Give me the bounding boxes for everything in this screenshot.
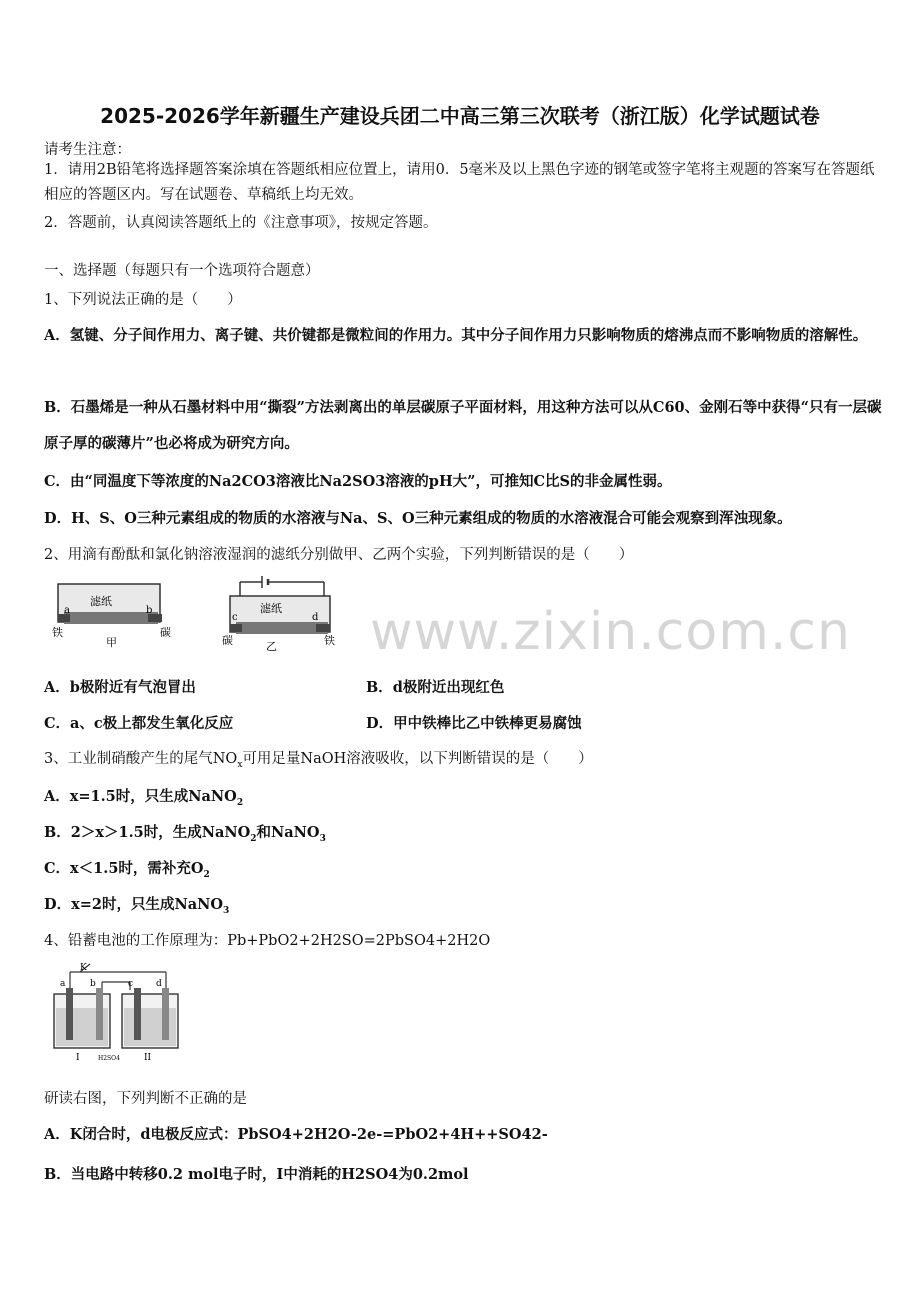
q4-lead: 研读右图，下列判断不正确的是 [44, 1091, 247, 1107]
q3-stem: 3、工业制硝酸产生的尾气$NO_x$可用足量NaOH溶液吸收，以下判断错误的是（ ） [44, 751, 593, 770]
cell-1-label: I [76, 1053, 80, 1063]
q4-option-b: B．当电路中转移0.2 mol电子时，Ⅰ中消耗的H2SO4为0.2mol [44, 1166, 469, 1183]
jia-left-label: 铁 [52, 626, 63, 639]
q1-option-a: A．氢键、分子间作用力、离子键、共价键都是微粒间的作用力。其中分子间作用力只影响物质的熔沸点而不影响物质的溶解性。 [44, 327, 868, 344]
notice-heading: 请考生注意： [44, 142, 131, 158]
watermark: www.zixin.com.cn [370, 602, 851, 662]
yi-paper-label: 滤纸 [260, 602, 282, 615]
q1-stem: 1、下列说法正确的是（ ） [44, 292, 242, 308]
q3-option-d: D．x=2时，只生成NaNO$_3$ [44, 896, 230, 916]
electrode-a-label: a [60, 979, 66, 989]
jia-right-label: 碳 [160, 626, 171, 639]
figure-yi [220, 572, 340, 652]
section-heading: 一、选择题（每题只有一个选项符合题意） [44, 263, 320, 279]
q1-option-b: B．石墨烯是一种从石墨材料中用“撕裂”方法剥离出的单层碳原子平面材料，用这种方法可以从C60、金刚石等中获得“只有一层碳原子厚的碳薄片”也必将成为研究方向。 [44, 399, 882, 452]
yi-electrode-d: d [312, 612, 319, 623]
yi-right-label: 铁 [324, 634, 335, 647]
q4-stem: 4、铅蓄电池的工作原理为：Pb+PbO2+2H2SO=2PbSO4+2H2O [44, 933, 491, 949]
q2-option-a: A．b极附近有气泡冒出 [44, 679, 196, 696]
jia-paper-label: 滤纸 [90, 595, 112, 608]
jia-caption: 甲 [106, 636, 117, 649]
electrode-c-label: c [128, 979, 134, 989]
yi-caption: 乙 [266, 640, 277, 652]
solution-label: H2SO4 [98, 1055, 120, 1062]
q3-option-c: C．x＜1.5时，需补充$O_2$ [44, 860, 210, 880]
q3-option-a: A．x=1.5时，只生成NaNO$_2$ [44, 788, 244, 808]
figure-lead-battery [44, 960, 190, 1064]
q1-option-d: D．H、S、O三种元素组成的物质的水溶液与Na、S、O三种元素组成的物质的水溶液混合可能会观察到浑浊现象。 [44, 510, 792, 527]
yi-left-label: 碳 [222, 634, 233, 647]
notice-item-1: 1．请用2B铅笔将选择题答案涂填在答题纸相应位置上，请用0．5毫米及以上黑色字迹的钢笔或签字笔将主观题的答案写在答题纸相应的答题区内。写在试题卷、草稿纸上均无效。 [44, 162, 875, 203]
jia-electrode-b: b [146, 605, 153, 616]
electrode-d-label: d [156, 979, 162, 989]
cell-2-label: II [144, 1053, 152, 1063]
jia-electrode-a: a [64, 605, 70, 616]
q2-option-d: D．甲中铁棒比乙中铁棒更易腐蚀 [366, 715, 582, 732]
yi-electrode-c: c [232, 612, 238, 623]
q1-option-c: C．由“同温度下等浓度的Na2CO3溶液比Na2SO3溶液的pH大”，可推知C比S的非金属性弱。 [44, 473, 672, 490]
notice-item-2: 2．答题前，认真阅读答题纸上的《注意事项》，按规定答题。 [44, 215, 438, 231]
electrode-b-label: b [90, 979, 96, 989]
q2-stem: 2、用滴有酚酞和氯化钠溶液湿润的滤纸分别做甲、乙两个实验，下列判断错误的是（ ） [44, 547, 634, 563]
switch-k-label: K [80, 963, 87, 973]
q2-option-b: B．d极附近出现红色 [366, 679, 505, 696]
q4-option-a: A．K闭合时，d电极反应式：PbSO4+2H2O-2e-=PbO2+4H++SO42- [44, 1126, 548, 1143]
q3-option-b: B．2＞x＞1.5时，生成NaNO$_2$和NaNO$_3$ [44, 824, 326, 844]
figure-jia [50, 578, 180, 650]
q2-option-c: C．a、c极上都发生氧化反应 [44, 715, 234, 732]
page-title: 2025-2026学年新疆生产建设兵团二中高三第三次联考（浙江版）化学试题试卷 [100, 104, 820, 128]
